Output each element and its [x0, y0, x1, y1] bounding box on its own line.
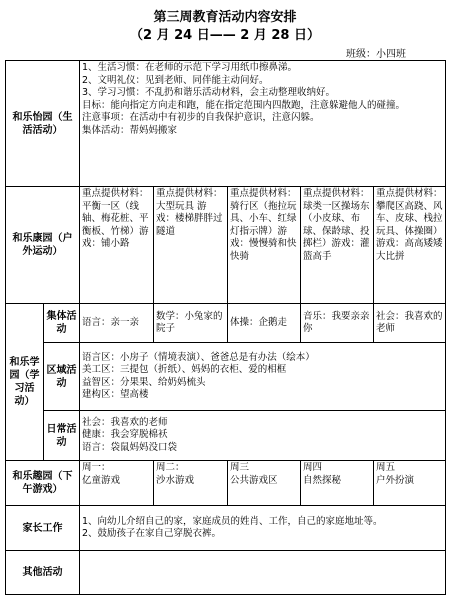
group-activity-cell: 社会：我喜欢的老师 [374, 304, 446, 343]
day-game: 自然探秘 [303, 474, 342, 486]
outdoor-header: 和乐康园（户外运动） [6, 187, 80, 304]
day-game: 亿童游戏 [82, 474, 121, 486]
life-header: 和乐怡园（生活活动） [6, 61, 80, 187]
date-range: （2 月 24 日—— 2 月 28 日） [130, 28, 320, 43]
afternoon-day-cell [154, 461, 228, 506]
afternoon-day-cell [80, 461, 154, 506]
group-activity-label: 集体活动 [44, 304, 80, 343]
area-line: 美工区：三提包（折纸）、妈妈的衣柜、爱的相框 [82, 364, 287, 375]
afternoon-day-cell [228, 461, 301, 506]
day-label: 周二： [156, 462, 185, 473]
day-game: 公共游戏区 [230, 474, 278, 486]
group-activity-cell: 语言：亲一亲 [80, 304, 154, 343]
outdoor-cell: 重点提供材料：攀爬区高跷、风车、皮球、栈拉玩具、体操圈）游戏：高高矮矮大比拼 [374, 187, 446, 304]
parents-line: 1、向幼儿介绍自己的家，家庭成员的姓肖、工作，自己的家庭地址等。 [82, 515, 383, 527]
day-label: 周三 [230, 462, 250, 473]
afternoon-day-cell [374, 461, 446, 506]
life-line: 1、生活习惯：在老师的示范下学习用纸巾擦鼻涕。 [82, 62, 298, 73]
life-row [6, 61, 446, 187]
life-line: 注意事项：在活动中有初步的自我保护意识，注意闪躲。 [82, 112, 320, 123]
group-activity-cell: 体操：企鹅走 [228, 304, 301, 343]
area-activity-label: 区域活动 [44, 343, 80, 411]
parents-row [6, 506, 446, 551]
area-line: 建构区：望高楼 [82, 389, 149, 400]
day-label: 周一： [82, 462, 111, 473]
group-activity-cell: 音乐：我要亲亲你 [301, 304, 374, 343]
life-content [80, 61, 446, 187]
other-row [6, 551, 446, 595]
parents-content [80, 506, 446, 551]
day-label: 周五 [376, 462, 396, 473]
daily-activity-content [80, 411, 446, 461]
class-label: 班级：小四班 [346, 49, 406, 60]
parents-header: 家长工作 [6, 506, 80, 551]
schedule-table [5, 60, 446, 595]
afternoon-day-cell [301, 461, 374, 506]
other-content [80, 551, 446, 595]
life-line: 3、学习习惯：不乱扔和谐乐活动材料，会主动整理收纳好。 [82, 87, 336, 98]
outdoor-cell: 重点提供材料：球类一区操场东（小皮球、布球、保龄球、投掷栏）游戏：灌篮高手 [301, 187, 374, 304]
daily-activity-row [6, 411, 446, 461]
day-label: 周四 [303, 462, 323, 473]
life-line: 集体活动：帮妈妈搬家 [82, 124, 178, 136]
area-line: 语言区：小房子（情境表演）、爸爸总是有办法（绘本） [82, 351, 315, 363]
life-line: 目标：能向指定方向走和跑，能在指定范围内四散跑，注意躲避他人的碰撞。 [82, 99, 406, 111]
group-activity-row [6, 304, 446, 343]
daily-line: 健康：我会穿脱棉袄 [82, 429, 168, 441]
group-activity-cell: 数学：小兔家的院子 [154, 304, 228, 343]
parents-line: 2、鼓励孩子在家自己穿脱衣裤。 [82, 528, 222, 539]
outdoor-cell: 重点提供材料：平衡一区（线轴、梅花桩、平衡板、竹梯）游戏：铺小路 [80, 187, 154, 304]
life-line: 2、文明礼仪：见到老师、同伴能主动问好。 [82, 74, 269, 86]
area-activity-row [6, 343, 446, 411]
daily-line: 社会：我喜欢的老师 [82, 416, 168, 428]
area-activity-content [80, 343, 446, 411]
daily-activity-label: 日常活动 [44, 411, 80, 461]
outdoor-cell: 重点提供材料：骑行区（拖拉玩具、小车、红绿灯指示牌）游戏：慢慢骑和快快骑 [228, 187, 301, 304]
daily-line: 语言：袋鼠妈妈没口袋 [82, 441, 178, 453]
outdoor-row [6, 187, 446, 304]
afternoon-header: 和乐趣园（下午游戏） [6, 461, 80, 506]
day-game: 沙水游戏 [156, 474, 195, 486]
outdoor-cell: 重点提供材料：大型玩具 游戏：楼梯胖胖过隧道 [154, 187, 228, 304]
day-game: 户外扮演 [376, 474, 415, 486]
study-header: 和乐学园（学习活动） [6, 304, 44, 461]
area-line: 益智区：分果果、给奶妈梳头 [82, 376, 206, 388]
other-header: 其他活动 [6, 551, 80, 595]
document-title: 第三周教育活动内容安排 [153, 10, 297, 25]
afternoon-row [6, 461, 446, 506]
